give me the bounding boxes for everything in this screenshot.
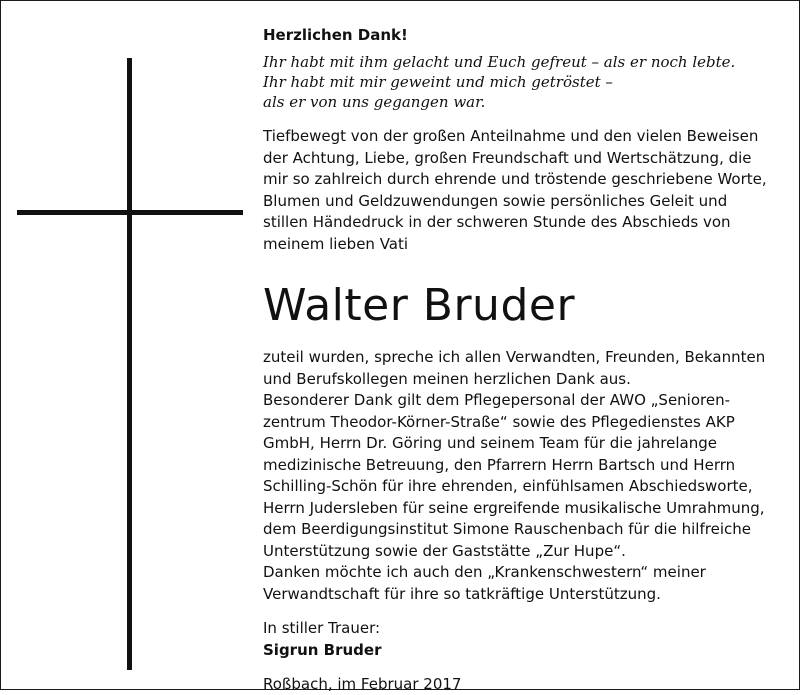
signature-name: Sigrun Bruder <box>263 641 382 659</box>
intro-line: Blumen und Geldzuwendungen sowie persönliches Geleit und <box>263 191 728 210</box>
intro-line: stillen Händedruck in der schweren Stunde des Abschieds von <box>263 213 731 231</box>
thanks-line: Danken möchte ich auch den „Krankenschwestern“ meiner <box>263 563 706 581</box>
thanks-line: Schilling-Schön für ihre ehrenden, einfühlsamen Abschiedsworte, <box>263 477 753 495</box>
thanks-line: zentrum Theodor-Körner-Straße“ sowie des Pflegedienstes AKP <box>263 412 735 431</box>
thanks-line: dem Beerdigungsinstitut Simone Rauschenbach für die hilfreiche <box>263 520 751 538</box>
thanks-line: GmbH, Herrn Dr. Göring und seinem Team für die jahrelange <box>263 434 717 452</box>
thanks-line: Herrn Judersleben für seine ergreifende musikalische Umrahmung, <box>263 498 765 517</box>
poem-line: als er von uns gegangen war. <box>263 93 486 111</box>
deceased-name: Walter Bruder <box>263 280 576 331</box>
intro-line: Tiefbewegt von der großen Anteilnahme und den vielen Beweisen <box>263 127 759 145</box>
thanks-line: zuteil wurden, spreche ich allen Verwandten, Freunden, Bekannten <box>263 348 766 366</box>
poem-line: Ihr habt mit mir geweint und mich getröstet – <box>263 73 613 91</box>
thanks-paragraph <box>263 347 783 605</box>
cross-horizontal-bar <box>17 210 243 215</box>
poem-line: Ihr habt mit ihm gelacht und Euch gefreut – als er noch lebte. <box>263 53 736 71</box>
cross-vertical-bar <box>127 58 132 670</box>
intro-line: mir so zahlreich durch ehrende und tröstende geschriebene Worte, <box>263 170 767 188</box>
obituary-text <box>263 22 783 695</box>
signature-label: In stiller Trauer: <box>263 619 381 637</box>
intro-line: meinem lieben Vati <box>263 234 409 253</box>
thanks-line: Unterstützung sowie der Gaststätte „Zur Hupe“. <box>263 541 626 560</box>
thanks-line: medizinische Betreuung, den Pfarrern Herrn Bartsch und Herrn <box>263 455 736 474</box>
intro-line: der Achtung, Liebe, großen Freundschaft und Wertschätzung, die <box>263 148 752 167</box>
place-date: Roßbach, im Februar 2017 <box>263 675 462 693</box>
poem <box>263 52 783 112</box>
heading: Herzlichen Dank! <box>263 26 408 44</box>
thanks-line: und Berufskollegen meinen herzlichen Dank aus. <box>263 369 631 388</box>
thanks-line: Besonderer Dank gilt dem Pflegepersonal der AWO „Senioren- <box>263 391 731 409</box>
intro-paragraph <box>263 126 783 255</box>
thanks-line: Verwandtschaft für ihre so tatkräftige Unterstützung. <box>263 584 661 603</box>
